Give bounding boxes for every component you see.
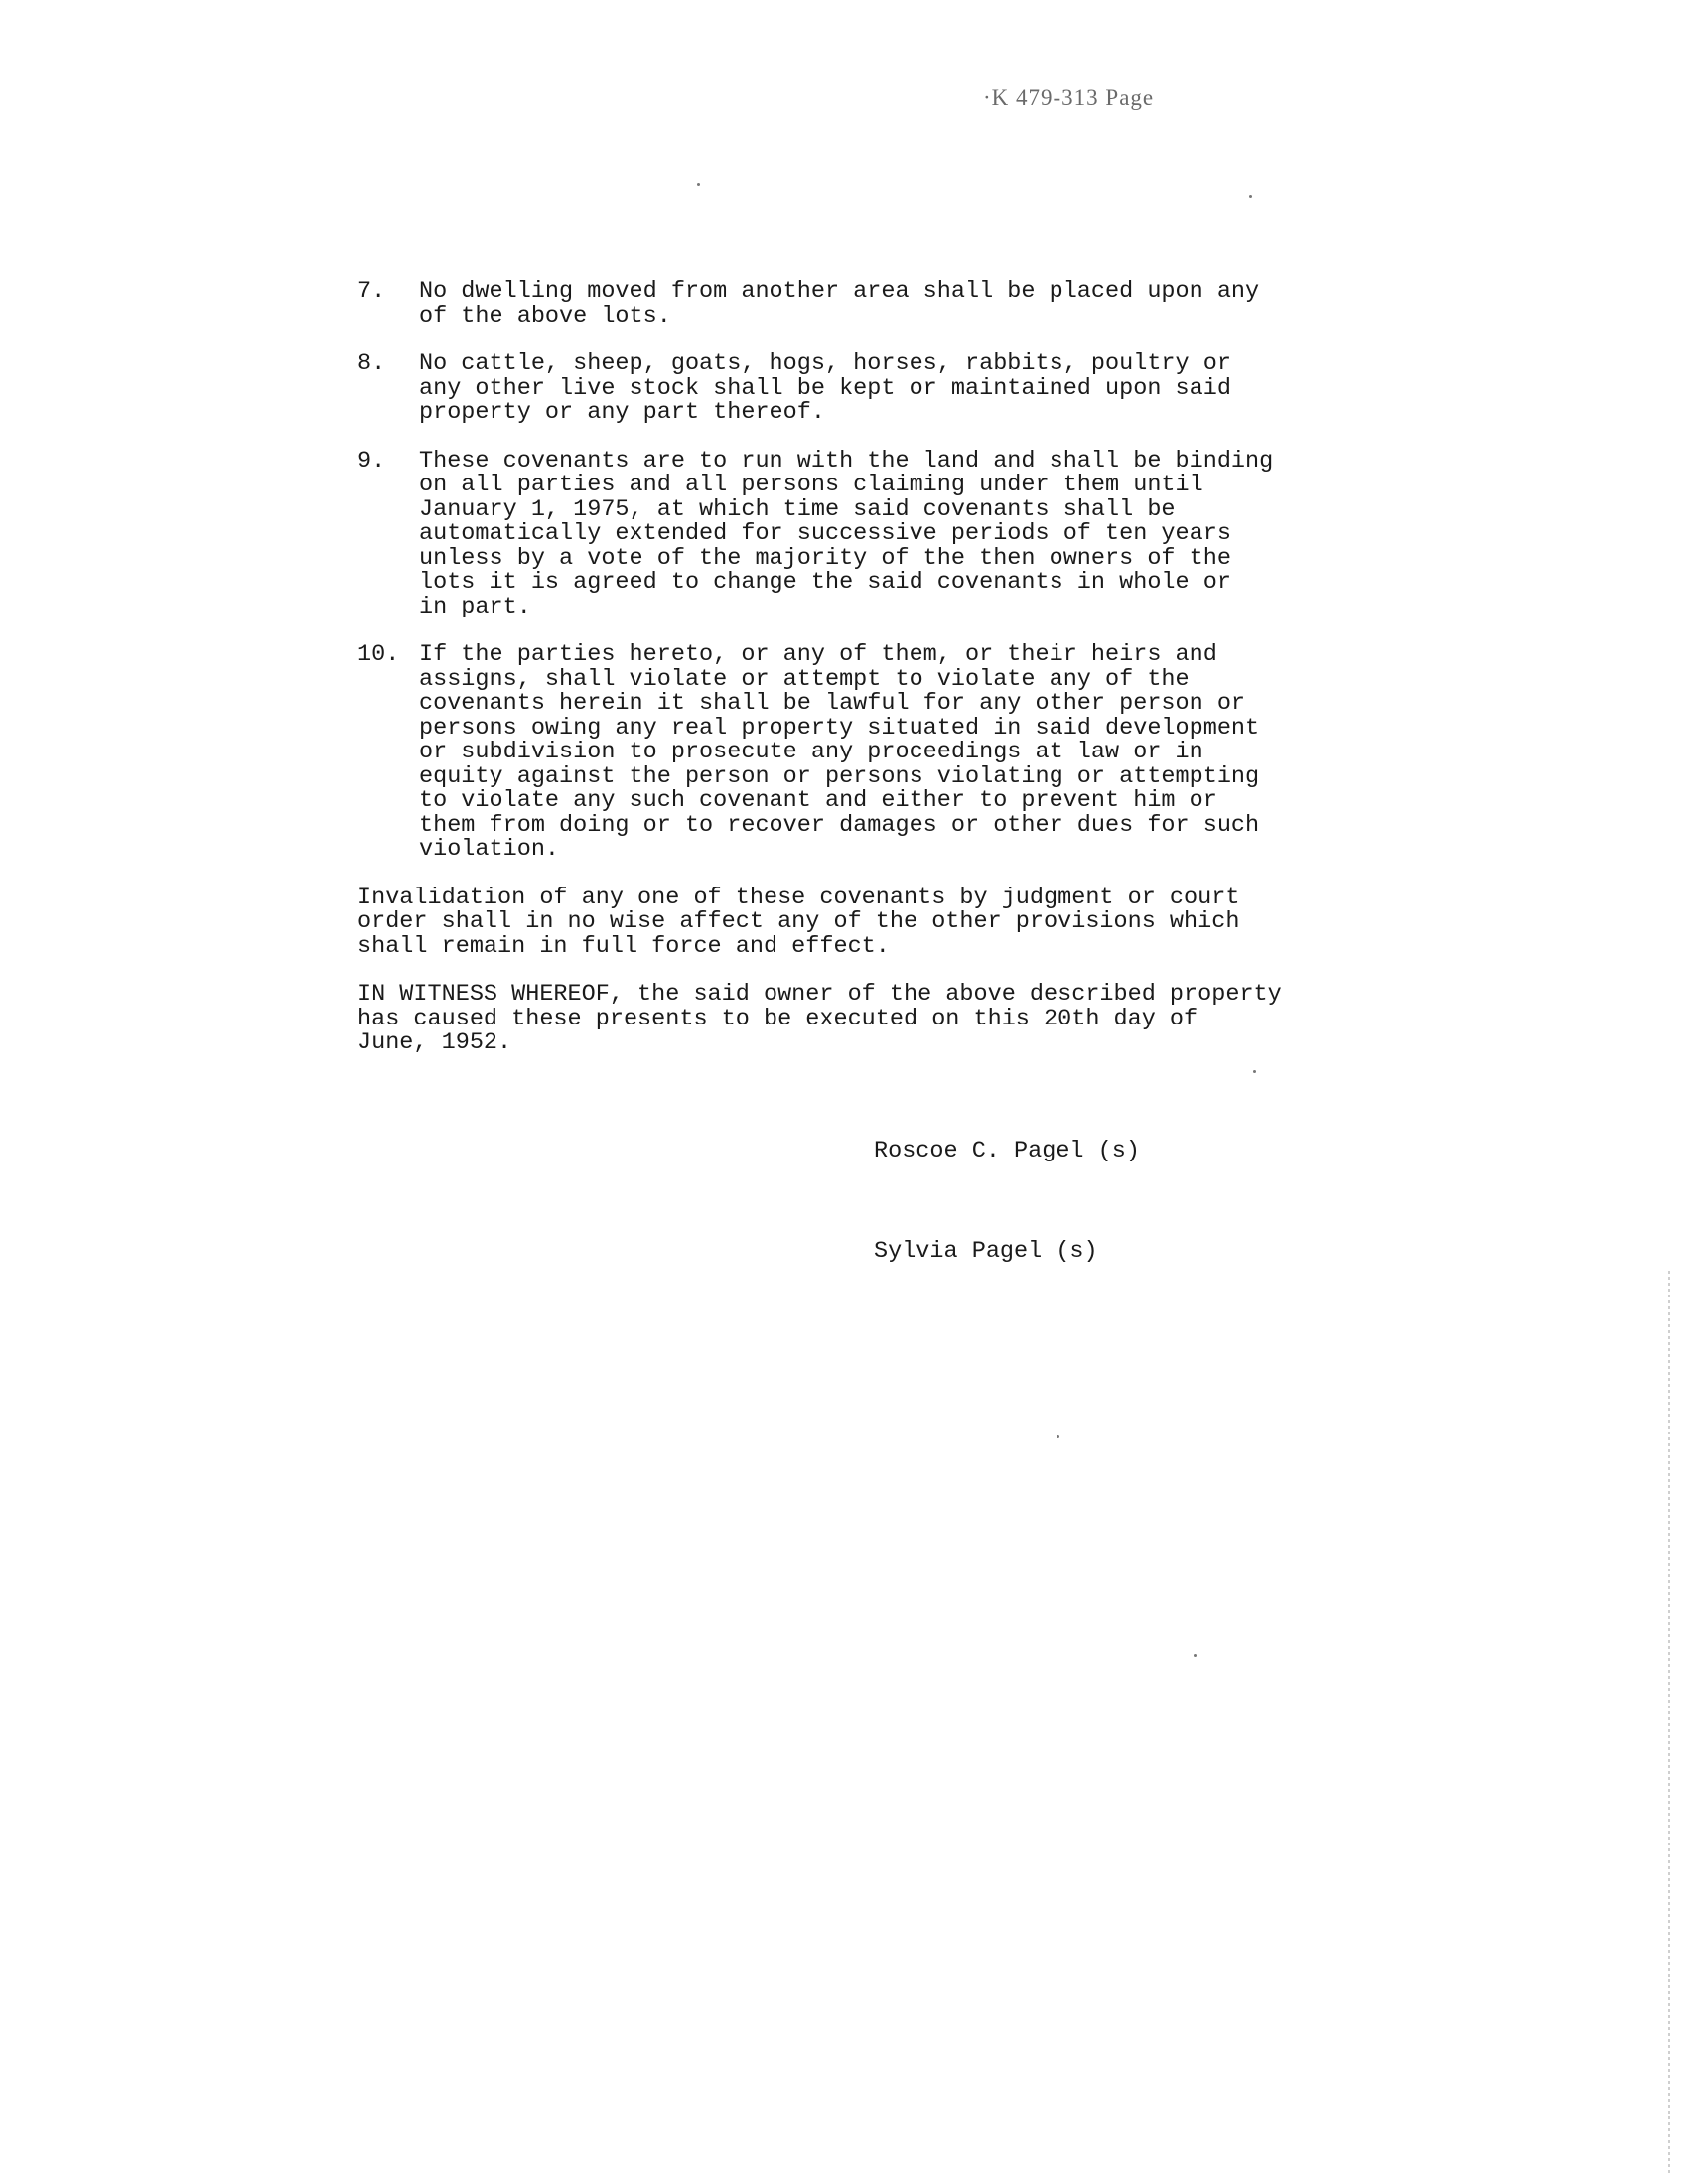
covenant-number: 9.	[357, 447, 386, 475]
covenant-text: No cattle, sheep, goats, hogs, horses, rabbits, poultry or any other live stock shall be kept or maintained upon said property or any part thereof.	[419, 350, 1231, 426]
invalidation-paragraph: Invalidation of any one of these covenants by judgment or court order shall in no wise affect any of the other provisions which shall remain in full force and effect.	[357, 884, 1240, 960]
covenant-text: If the parties hereto, or any of them, or their heirs and assigns, shall violate or attempt to violate any of the covenants herein it shall be lawful for any other person or persons owing any real property situated in said development or subdivision to prosecute any proceedings at law or in equity against the person or persons violating or attempting to violate any such covenant and either to prevent him or them from doing or to recover damages or other dues for such violation.	[419, 641, 1260, 863]
scan-speck	[697, 183, 700, 186]
covenant-body	[357, 280, 1350, 1080]
signature-line: Sylvia Pagel (s)	[874, 1238, 1098, 1265]
covenant-item-10	[357, 643, 1350, 863]
covenant-item-9	[357, 447, 1350, 620]
covenant-number: 7.	[357, 278, 386, 305]
covenant-text: These covenants are to run with the land and shall be binding on all parties and all persons claiming under them until January 1, 1975, at which time said covenants shall be automatically extended for successive periods of ten years unless by a vote of the majority of the then owners of the lots it is agreed to change the said covenants in whole or in part.	[419, 447, 1274, 620]
book-page-reference: ·K 479-313 Page	[983, 85, 1155, 110]
covenant-number: 8.	[357, 350, 386, 377]
scan-speck	[1057, 1435, 1059, 1438]
scan-speck	[1249, 195, 1252, 198]
covenant-item-7	[357, 280, 1350, 329]
scan-speck	[1194, 1654, 1197, 1657]
scan-speck	[1253, 1070, 1256, 1073]
signature-line: Roscoe C. Pagel (s)	[874, 1138, 1140, 1164]
covenant-number: 10.	[357, 641, 400, 668]
covenant-item-8	[357, 352, 1350, 426]
signature-block	[874, 1138, 1140, 1338]
witness-paragraph: IN WITNESS WHEREOF, the said owner of the above described property has caused these presents to be executed on this 20th day of June, 1952.	[357, 981, 1282, 1056]
scan-edge-artifact	[1668, 1271, 1670, 2174]
covenant-text: No dwelling moved from another area shall be placed upon any of the above lots.	[419, 278, 1260, 330]
